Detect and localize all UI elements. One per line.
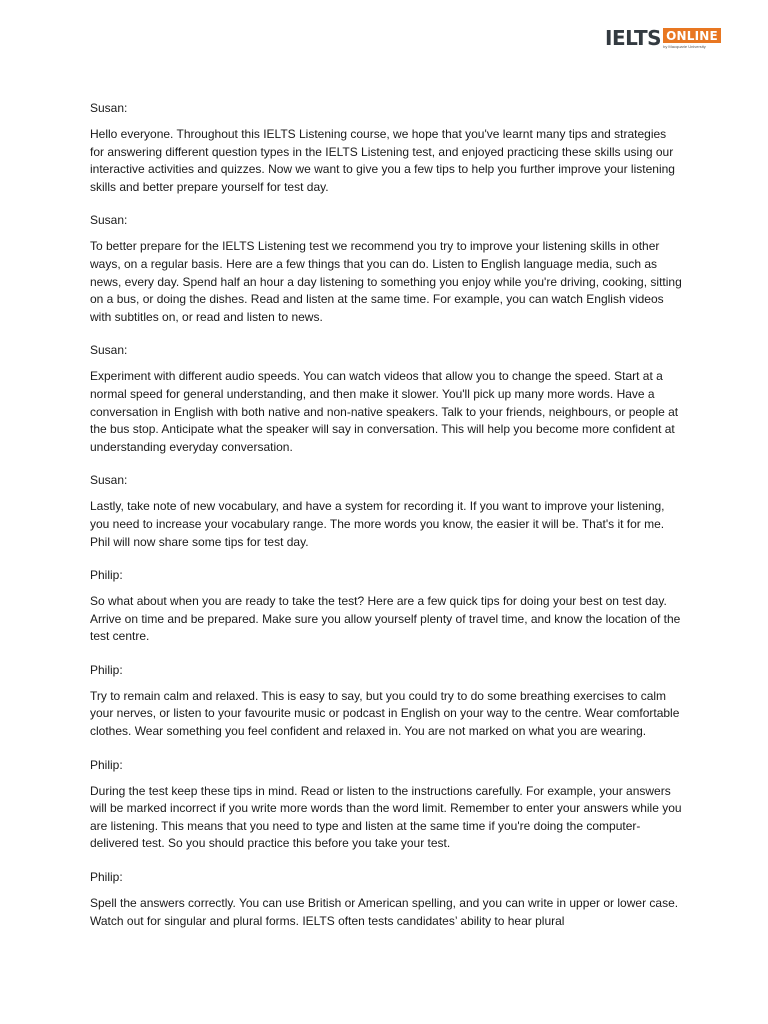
transcript-paragraph: During the test keep these tips in mind. Read or listen to the instructions carefully. For example, your answers will be marked incorrect if you write more words than the word limit. Remember to enter your answers while you are listening. This means that you need to type and listen at the same time if you're doing the computer-delivered test. So you should practice this before you take your test. bbox=[90, 783, 682, 851]
transcript-block bbox=[90, 342, 682, 456]
transcript-block bbox=[90, 212, 682, 326]
transcript-block bbox=[90, 757, 682, 853]
logo-badge: ONLINE bbox=[663, 28, 721, 43]
transcript bbox=[90, 100, 682, 946]
speaker-label: Susan: bbox=[90, 473, 128, 488]
speaker-label: Susan: bbox=[90, 101, 128, 115]
speaker-label: Philip: bbox=[90, 662, 123, 677]
transcript-block bbox=[90, 662, 682, 741]
transcript-block bbox=[90, 567, 682, 646]
transcript-paragraph: Lastly, take note of new vocabulary, and have a system for recording it. If you want to improve your listening, you need to increase your vocabulary range. The more words you know, the easier it will be. That's it for me. Phil will now share some tips for test day. bbox=[90, 499, 665, 549]
speaker-label: Philip: bbox=[90, 870, 123, 885]
speaker-label: Susan: bbox=[90, 343, 128, 358]
logo-subtext: by Macquarie University bbox=[663, 44, 706, 49]
transcript-paragraph: To better prepare for the IELTS Listening test we recommend you try to improve your listening skills in other ways, on a regular basis. Here are a few things that you can do. Listen to English language media, such as news, every day. Spend half an hour a day listening to something you enjoy while you're driving, cooking, sitting on a bus, or doing the dishes. Read and listen at the same time. For example, you can watch English videos with subtitles on, or read and listen to news. bbox=[90, 239, 682, 324]
speaker-label: Philip: bbox=[90, 757, 123, 772]
transcript-paragraph: Try to remain calm and relaxed. This is easy to say, but you could try to do some breathing exercises to calm your nerves, or listen to your favourite music or podcast in English on your way to the centre. Wear comfortable clothes. Wear something you feel confident and relaxed in. You are not marked on what you are wearing. bbox=[90, 688, 680, 739]
transcript-block bbox=[90, 100, 682, 196]
logo-brand: IELTS bbox=[605, 26, 662, 50]
transcript-block bbox=[90, 472, 682, 551]
speaker-label: Susan: bbox=[90, 213, 128, 228]
transcript-paragraph: So what about when you are ready to take the test? Here are a few quick tips for doing your best on test day. Arrive on time and be prepared. Make sure you allow yourself plenty of travel time, and know the location of the test centre. bbox=[90, 594, 681, 644]
transcript-block bbox=[90, 869, 682, 930]
transcript-paragraph: Spell the answers correctly. You can use British or American spelling, and you can write in upper or lower case. Watch out for singular and plural forms. IELTS often tests candidates’ ability to hear plural bbox=[90, 896, 679, 928]
ielts-online-logo bbox=[605, 28, 721, 50]
logo-badge-group bbox=[663, 28, 721, 50]
speaker-label: Philip: bbox=[90, 568, 123, 583]
transcript-paragraph: Hello everyone. Throughout this IELTS Listening course, we hope that you've learnt many tips and strategies for answering different question types in the IELTS Listening test, and enjoyed practicing these skills using our interactive activities and quizzes. Now we want to give you a few tips to help you further improve your listening skills and better prepare yourself for test day. bbox=[90, 127, 675, 194]
transcript-paragraph: Experiment with different audio speeds. You can watch videos that allow you to change the speed. Start at a normal speed for general understanding, and then make it slower. You'll pick up many more words. Have a conversation in English with both native and non-native speakers. Talk to your friends, neighbours, or people at the bus stop. Anticipate what the speaker will say in conversation. This will help you become more confident at understanding everyday conversation. bbox=[90, 369, 679, 454]
